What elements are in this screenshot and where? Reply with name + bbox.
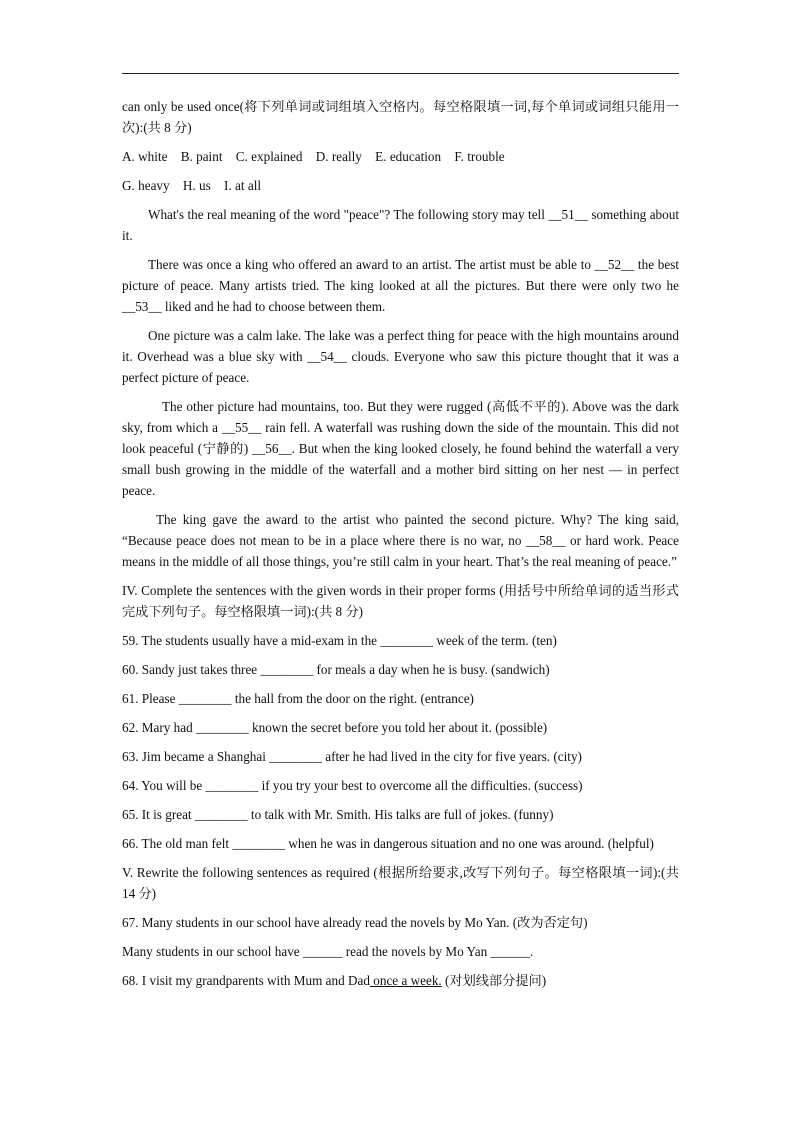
- word-options-row-2: [122, 175, 679, 196]
- question-61: 61. Please ________ the hall from the door on the right. (entrance): [122, 691, 474, 706]
- document-body: [122, 96, 679, 999]
- option-a: A. white: [122, 149, 168, 164]
- question-68-suffix: (对划线部分提问): [441, 973, 547, 988]
- passage-paragraph-1: What's the real meaning of the word "peace"? The following story may tell __51__ something about it.: [122, 207, 679, 243]
- word-options-row-1: [122, 146, 679, 167]
- question-67-answer-line: Many students in our school have ______ read the novels by Mo Yan ______.: [122, 944, 534, 959]
- question-68: [122, 970, 679, 991]
- section5-title: V. Rewrite the following sentences as required (根据所给要求,改写下列句子。每空格限填一词):(共 14 分): [122, 865, 679, 901]
- question-60: 60. Sandy just takes three ________ for meals a day when he is busy. (sandwich): [122, 662, 550, 677]
- option-f: F. trouble: [454, 149, 505, 164]
- question-67: 67. Many students in our school have already read the novels by Mo Yan. (改为否定句): [122, 915, 588, 930]
- question-68-underlined-part: once a week.: [369, 973, 442, 988]
- question-66: 66. The old man felt ________ when he was in dangerous situation and no one was around. (helpful): [122, 836, 654, 851]
- passage-paragraph-3: One picture was a calm lake. The lake was a perfect thing for peace with the high mountains around it. Overhead was a blue sky with __54__ clouds. Everyone who saw this picture thought that it was a perfect picture of peace.: [122, 328, 679, 385]
- question-62: 62. Mary had ________ known the secret before you told her about it. (possible): [122, 720, 548, 735]
- option-e: E. education: [375, 149, 442, 164]
- passage-paragraph-5: The king gave the award to the artist who painted the second picture. Why? The king said, “Because peace does not mean to be in a place where there is no war, no __58__ or hard work. Peace means in the middle of all those things, you’re still calm in your heart. That’s the real meaning of peace.”: [122, 512, 679, 569]
- section3-instruction: can only be used once(将下列单词或词组填入空格内。每空格限填一词,每个单词或词组只能用一次):(共 8 分): [122, 99, 679, 135]
- option-g: G. heavy: [122, 178, 170, 193]
- question-68-prefix: 68. I visit my grandparents with Mum and Dad: [122, 973, 370, 988]
- option-i: I. at all: [224, 178, 262, 193]
- question-65: 65. It is great ________ to talk with Mr. Smith. His talks are full of jokes. (funny): [122, 807, 554, 822]
- question-63: 63. Jim became a Shanghai ________ after he had lived in the city for five years. (city): [122, 749, 582, 764]
- option-c: C. explained: [235, 149, 303, 164]
- section4-title: IV. Complete the sentences with the given words in their proper forms (用括号中所给单词的适当形式完成下列句子。每空格限填一词):(共 8 分): [122, 583, 679, 619]
- option-b: B. paint: [180, 149, 223, 164]
- passage-paragraph-4: The other picture had mountains, too. But they were rugged (高低不平的). Above was the dark sky, from which a __55__ rain fell. A waterfall was rushing down the side of the mountain. This did not look peaceful (宁静的) __56__. But when the king looked closely, he found behind the waterfall a very small bush growing in the middle of the waterfall and a mother bird sitting on her nest — in perfect peace.: [122, 399, 679, 498]
- option-d: D. really: [315, 149, 362, 164]
- header-rule: [122, 73, 679, 74]
- passage-paragraph-2: There was once a king who offered an award to an artist. The artist must be able to __52__ the best picture of peace. Many artists tried. The king looked at all the pictures. But there were only two he __53__ liked and he had to choose between them.: [122, 257, 679, 314]
- option-h: H. us: [182, 178, 211, 193]
- question-59: 59. The students usually have a mid-exam in the ________ week of the term. (ten): [122, 633, 557, 648]
- question-64: 64. You will be ________ if you try your best to overcome all the difficulties. (success): [122, 778, 583, 793]
